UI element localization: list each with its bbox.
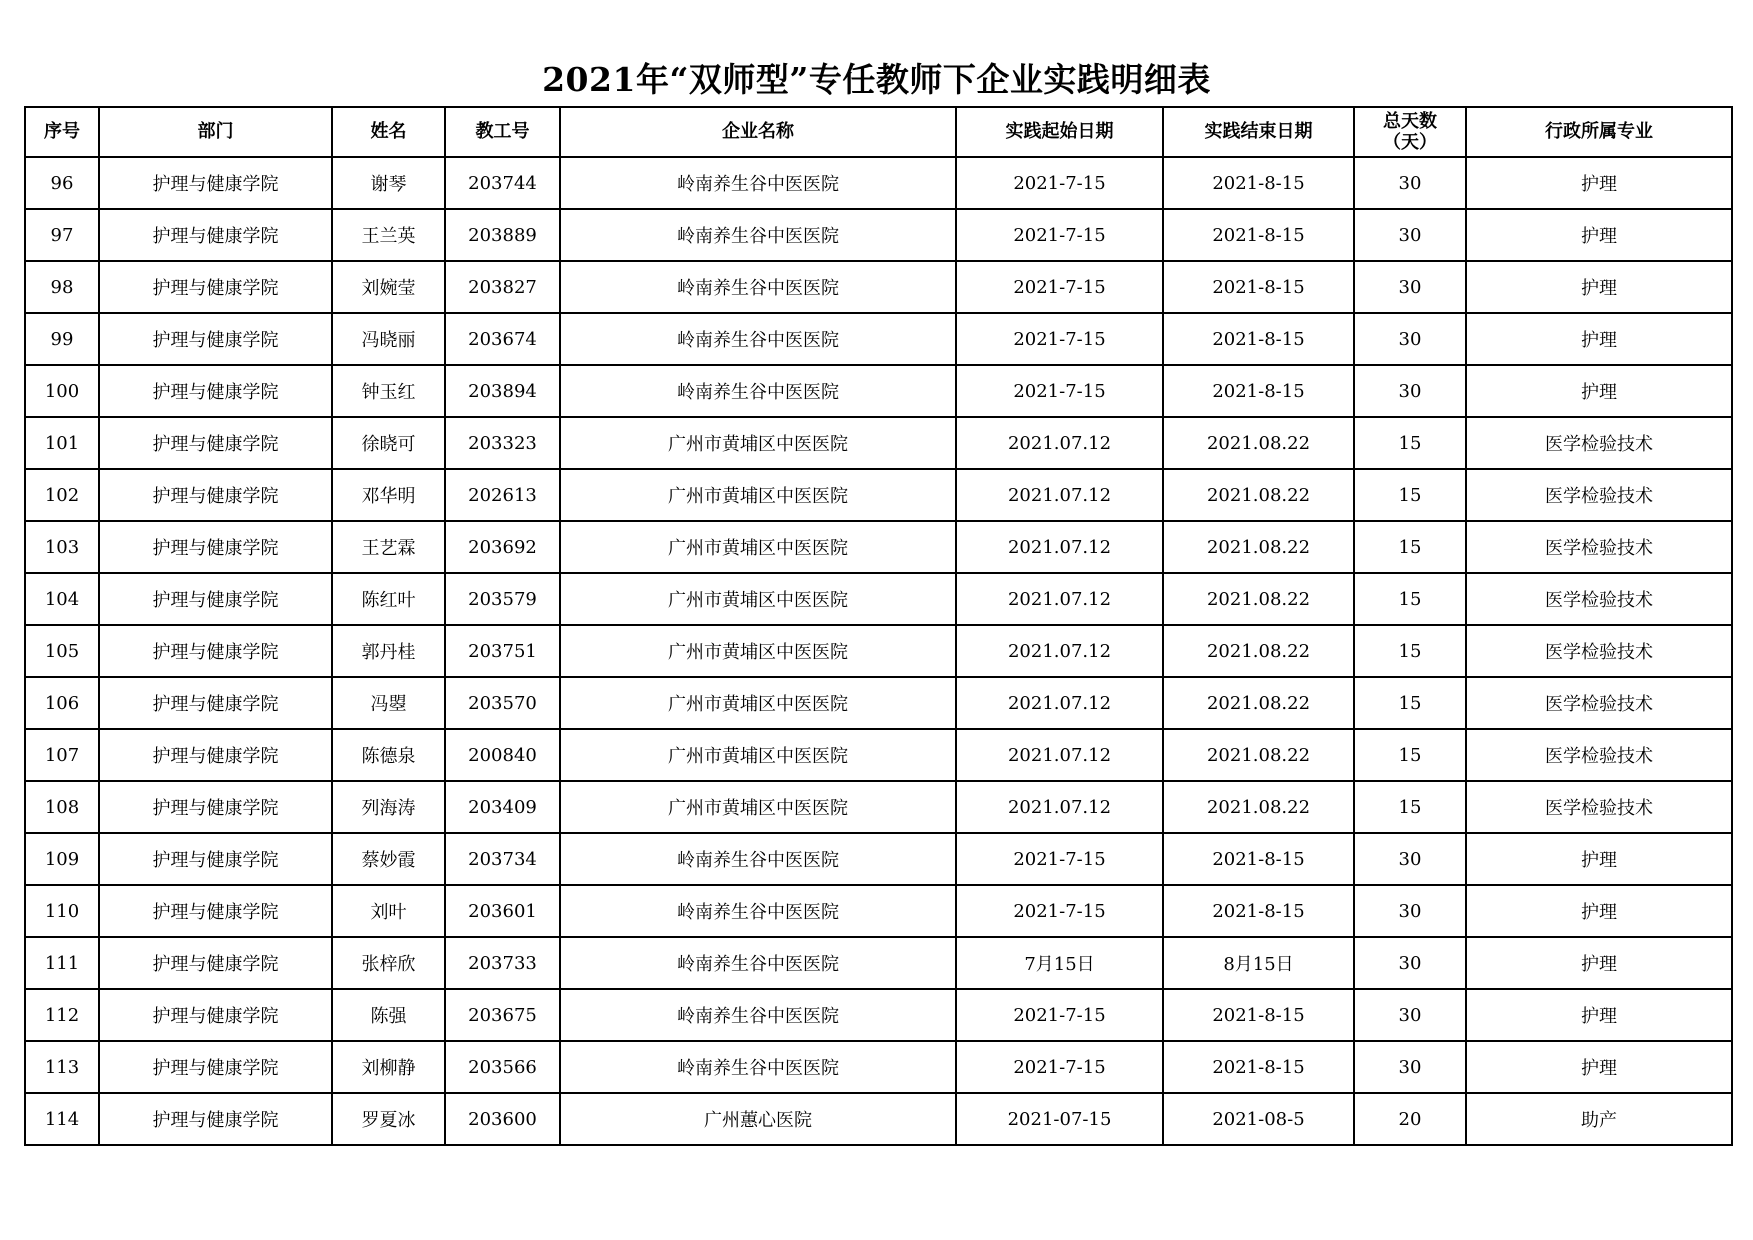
- cell-seq-no: 98: [25, 261, 99, 313]
- cell-total-days: 30: [1354, 1041, 1466, 1093]
- cell-seq-no: 104: [25, 573, 99, 625]
- table-row: [25, 261, 1732, 313]
- cell-start-date: 2021.07.12: [956, 729, 1163, 781]
- cell-enterprise-name: 广州市黄埔区中医医院: [560, 625, 956, 677]
- cell-enterprise-name: 岭南养生谷中医医院: [560, 833, 956, 885]
- cell-staff-id: 203751: [445, 625, 560, 677]
- table-row: [25, 729, 1732, 781]
- table-row: [25, 833, 1732, 885]
- cell-end-date: 2021.08.22: [1163, 729, 1354, 781]
- header-enterprise-name: 企业名称: [560, 107, 956, 157]
- cell-enterprise-name: 广州蕙心医院: [560, 1093, 956, 1145]
- header-major: 行政所属专业: [1466, 107, 1732, 157]
- cell-major: 医学检验技术: [1466, 521, 1732, 573]
- cell-enterprise-name: 广州市黄埔区中医医院: [560, 469, 956, 521]
- cell-name: 王兰英: [332, 209, 445, 261]
- cell-start-date: 2021-7-15: [956, 313, 1163, 365]
- cell-staff-id: 203889: [445, 209, 560, 261]
- header-row: [25, 107, 1732, 157]
- cell-total-days: 15: [1354, 625, 1466, 677]
- table-row: [25, 885, 1732, 937]
- table-row: [25, 989, 1732, 1041]
- cell-seq-no: 113: [25, 1041, 99, 1093]
- cell-end-date: 2021-8-15: [1163, 261, 1354, 313]
- table-row: [25, 677, 1732, 729]
- cell-total-days: 30: [1354, 885, 1466, 937]
- cell-start-date: 2021-7-15: [956, 1041, 1163, 1093]
- cell-end-date: 2021-8-15: [1163, 885, 1354, 937]
- cell-total-days: 30: [1354, 989, 1466, 1041]
- cell-department: 护理与健康学院: [99, 209, 332, 261]
- table-row: [25, 625, 1732, 677]
- cell-major: 护理: [1466, 833, 1732, 885]
- cell-end-date: 2021-8-15: [1163, 1041, 1354, 1093]
- cell-major: 助产: [1466, 1093, 1732, 1145]
- cell-seq-no: 101: [25, 417, 99, 469]
- table-row: [25, 365, 1732, 417]
- cell-enterprise-name: 岭南养生谷中医医院: [560, 209, 956, 261]
- cell-department: 护理与健康学院: [99, 157, 332, 209]
- cell-staff-id: 203566: [445, 1041, 560, 1093]
- cell-name: 郭丹桂: [332, 625, 445, 677]
- cell-name: 罗夏冰: [332, 1093, 445, 1145]
- table-row: [25, 1093, 1732, 1145]
- table-row: [25, 157, 1732, 209]
- cell-staff-id: 203894: [445, 365, 560, 417]
- cell-staff-id: 203323: [445, 417, 560, 469]
- cell-start-date: 2021.07.12: [956, 469, 1163, 521]
- header-end-date: 实践结束日期: [1163, 107, 1354, 157]
- cell-total-days: 30: [1354, 209, 1466, 261]
- cell-end-date: 8月15日: [1163, 937, 1354, 989]
- cell-total-days: 30: [1354, 313, 1466, 365]
- table-row: [25, 1041, 1732, 1093]
- cell-major: 护理: [1466, 157, 1732, 209]
- cell-total-days: 30: [1354, 157, 1466, 209]
- cell-major: 护理: [1466, 209, 1732, 261]
- table-row: [25, 209, 1732, 261]
- cell-staff-id: 203600: [445, 1093, 560, 1145]
- cell-major: 护理: [1466, 261, 1732, 313]
- cell-enterprise-name: 岭南养生谷中医医院: [560, 365, 956, 417]
- cell-name: 冯晓丽: [332, 313, 445, 365]
- cell-end-date: 2021-8-15: [1163, 157, 1354, 209]
- cell-name: 蔡妙霞: [332, 833, 445, 885]
- cell-total-days: 30: [1354, 833, 1466, 885]
- cell-name: 陈红叶: [332, 573, 445, 625]
- cell-major: 护理: [1466, 989, 1732, 1041]
- cell-staff-id: 203409: [445, 781, 560, 833]
- table-header: [25, 107, 1732, 157]
- cell-staff-id: 203827: [445, 261, 560, 313]
- header-department: 部门: [99, 107, 332, 157]
- cell-total-days: 15: [1354, 417, 1466, 469]
- cell-total-days: 30: [1354, 261, 1466, 313]
- cell-major: 护理: [1466, 885, 1732, 937]
- cell-name: 列海涛: [332, 781, 445, 833]
- cell-end-date: 2021.08.22: [1163, 469, 1354, 521]
- cell-seq-no: 97: [25, 209, 99, 261]
- cell-total-days: 15: [1354, 781, 1466, 833]
- table-row: [25, 573, 1732, 625]
- cell-enterprise-name: 岭南养生谷中医医院: [560, 313, 956, 365]
- practice-detail-table: [24, 106, 1733, 1146]
- cell-start-date: 2021-7-15: [956, 833, 1163, 885]
- cell-enterprise-name: 广州市黄埔区中医医院: [560, 573, 956, 625]
- cell-start-date: 2021.07.12: [956, 573, 1163, 625]
- cell-seq-no: 109: [25, 833, 99, 885]
- header-total-days: 总天数 （天）: [1354, 107, 1466, 157]
- cell-start-date: 2021-7-15: [956, 209, 1163, 261]
- cell-enterprise-name: 岭南养生谷中医医院: [560, 989, 956, 1041]
- cell-enterprise-name: 广州市黄埔区中医医院: [560, 677, 956, 729]
- cell-seq-no: 107: [25, 729, 99, 781]
- cell-seq-no: 110: [25, 885, 99, 937]
- cell-name: 冯曌: [332, 677, 445, 729]
- cell-department: 护理与健康学院: [99, 833, 332, 885]
- cell-major: 医学检验技术: [1466, 469, 1732, 521]
- cell-staff-id: 202613: [445, 469, 560, 521]
- cell-seq-no: 112: [25, 989, 99, 1041]
- cell-enterprise-name: 岭南养生谷中医医院: [560, 937, 956, 989]
- cell-end-date: 2021.08.22: [1163, 417, 1354, 469]
- cell-enterprise-name: 广州市黄埔区中医医院: [560, 729, 956, 781]
- cell-department: 护理与健康学院: [99, 1093, 332, 1145]
- cell-seq-no: 99: [25, 313, 99, 365]
- table-row: [25, 469, 1732, 521]
- cell-department: 护理与健康学院: [99, 573, 332, 625]
- cell-staff-id: 203692: [445, 521, 560, 573]
- cell-department: 护理与健康学院: [99, 1041, 332, 1093]
- cell-total-days: 15: [1354, 521, 1466, 573]
- cell-start-date: 2021-7-15: [956, 885, 1163, 937]
- cell-department: 护理与健康学院: [99, 677, 332, 729]
- cell-name: 邓华明: [332, 469, 445, 521]
- cell-enterprise-name: 岭南养生谷中医医院: [560, 885, 956, 937]
- cell-end-date: 2021-8-15: [1163, 989, 1354, 1041]
- cell-total-days: 30: [1354, 365, 1466, 417]
- cell-name: 刘叶: [332, 885, 445, 937]
- page-title: 2021年“双师型”专任教师下企业实践明细表: [542, 60, 1211, 99]
- table-row: [25, 781, 1732, 833]
- cell-major: 医学检验技术: [1466, 417, 1732, 469]
- cell-major: 医学检验技术: [1466, 781, 1732, 833]
- cell-start-date: 2021-7-15: [956, 261, 1163, 313]
- cell-seq-no: 111: [25, 937, 99, 989]
- cell-major: 医学检验技术: [1466, 677, 1732, 729]
- cell-seq-no: 106: [25, 677, 99, 729]
- cell-name: 刘柳静: [332, 1041, 445, 1093]
- cell-major: 护理: [1466, 313, 1732, 365]
- cell-department: 护理与健康学院: [99, 781, 332, 833]
- cell-name: 徐晓可: [332, 417, 445, 469]
- cell-start-date: 7月15日: [956, 937, 1163, 989]
- cell-major: 医学检验技术: [1466, 573, 1732, 625]
- cell-enterprise-name: 广州市黄埔区中医医院: [560, 781, 956, 833]
- cell-major: 护理: [1466, 365, 1732, 417]
- table-row: [25, 417, 1732, 469]
- cell-department: 护理与健康学院: [99, 625, 332, 677]
- cell-staff-id: 203570: [445, 677, 560, 729]
- cell-start-date: 2021.07.12: [956, 677, 1163, 729]
- cell-staff-id: 203675: [445, 989, 560, 1041]
- cell-seq-no: 100: [25, 365, 99, 417]
- cell-end-date: 2021.08.22: [1163, 573, 1354, 625]
- cell-seq-no: 96: [25, 157, 99, 209]
- table-row: [25, 521, 1732, 573]
- cell-start-date: 2021.07.12: [956, 781, 1163, 833]
- cell-department: 护理与健康学院: [99, 365, 332, 417]
- header-name: 姓名: [332, 107, 445, 157]
- cell-end-date: 2021.08.22: [1163, 677, 1354, 729]
- cell-staff-id: 203744: [445, 157, 560, 209]
- cell-seq-no: 102: [25, 469, 99, 521]
- cell-total-days: 15: [1354, 729, 1466, 781]
- cell-end-date: 2021-08-5: [1163, 1093, 1354, 1145]
- table-row: [25, 937, 1732, 989]
- cell-name: 谢琴: [332, 157, 445, 209]
- cell-end-date: 2021.08.22: [1163, 625, 1354, 677]
- cell-staff-id: 203733: [445, 937, 560, 989]
- cell-department: 护理与健康学院: [99, 313, 332, 365]
- cell-end-date: 2021.08.22: [1163, 521, 1354, 573]
- cell-major: 护理: [1466, 1041, 1732, 1093]
- header-start-date: 实践起始日期: [956, 107, 1163, 157]
- cell-department: 护理与健康学院: [99, 469, 332, 521]
- cell-total-days: 15: [1354, 469, 1466, 521]
- table-body: [25, 157, 1732, 1145]
- cell-name: 王艺霖: [332, 521, 445, 573]
- cell-enterprise-name: 岭南养生谷中医医院: [560, 157, 956, 209]
- cell-total-days: 30: [1354, 937, 1466, 989]
- cell-name: 陈强: [332, 989, 445, 1041]
- cell-department: 护理与健康学院: [99, 521, 332, 573]
- cell-end-date: 2021-8-15: [1163, 313, 1354, 365]
- cell-name: 刘婉莹: [332, 261, 445, 313]
- cell-total-days: 15: [1354, 677, 1466, 729]
- cell-name: 陈德泉: [332, 729, 445, 781]
- cell-enterprise-name: 岭南养生谷中医医院: [560, 261, 956, 313]
- cell-seq-no: 105: [25, 625, 99, 677]
- cell-end-date: 2021-8-15: [1163, 365, 1354, 417]
- cell-start-date: 2021.07.12: [956, 625, 1163, 677]
- cell-start-date: 2021.07.12: [956, 521, 1163, 573]
- cell-seq-no: 108: [25, 781, 99, 833]
- cell-department: 护理与健康学院: [99, 885, 332, 937]
- header-seq-no: 序号: [25, 107, 99, 157]
- cell-staff-id: 200840: [445, 729, 560, 781]
- cell-department: 护理与健康学院: [99, 729, 332, 781]
- cell-enterprise-name: 广州市黄埔区中医医院: [560, 521, 956, 573]
- header-staff-id: 教工号: [445, 107, 560, 157]
- table-row: [25, 313, 1732, 365]
- cell-department: 护理与健康学院: [99, 937, 332, 989]
- cell-major: 医学检验技术: [1466, 625, 1732, 677]
- cell-name: 钟玉红: [332, 365, 445, 417]
- cell-start-date: 2021.07.12: [956, 417, 1163, 469]
- cell-end-date: 2021-8-15: [1163, 833, 1354, 885]
- cell-end-date: 2021.08.22: [1163, 781, 1354, 833]
- cell-enterprise-name: 广州市黄埔区中医医院: [560, 417, 956, 469]
- cell-start-date: 2021-07-15: [956, 1093, 1163, 1145]
- cell-seq-no: 103: [25, 521, 99, 573]
- cell-end-date: 2021-8-15: [1163, 209, 1354, 261]
- cell-staff-id: 203734: [445, 833, 560, 885]
- cell-total-days: 20: [1354, 1093, 1466, 1145]
- cell-start-date: 2021-7-15: [956, 157, 1163, 209]
- cell-department: 护理与健康学院: [99, 989, 332, 1041]
- cell-department: 护理与健康学院: [99, 417, 332, 469]
- cell-name: 张梓欣: [332, 937, 445, 989]
- cell-start-date: 2021-7-15: [956, 989, 1163, 1041]
- cell-start-date: 2021-7-15: [956, 365, 1163, 417]
- cell-staff-id: 203601: [445, 885, 560, 937]
- cell-staff-id: 203674: [445, 313, 560, 365]
- cell-department: 护理与健康学院: [99, 261, 332, 313]
- cell-staff-id: 203579: [445, 573, 560, 625]
- cell-total-days: 15: [1354, 573, 1466, 625]
- cell-major: 护理: [1466, 937, 1732, 989]
- cell-enterprise-name: 岭南养生谷中医医院: [560, 1041, 956, 1093]
- cell-major: 医学检验技术: [1466, 729, 1732, 781]
- cell-seq-no: 114: [25, 1093, 99, 1145]
